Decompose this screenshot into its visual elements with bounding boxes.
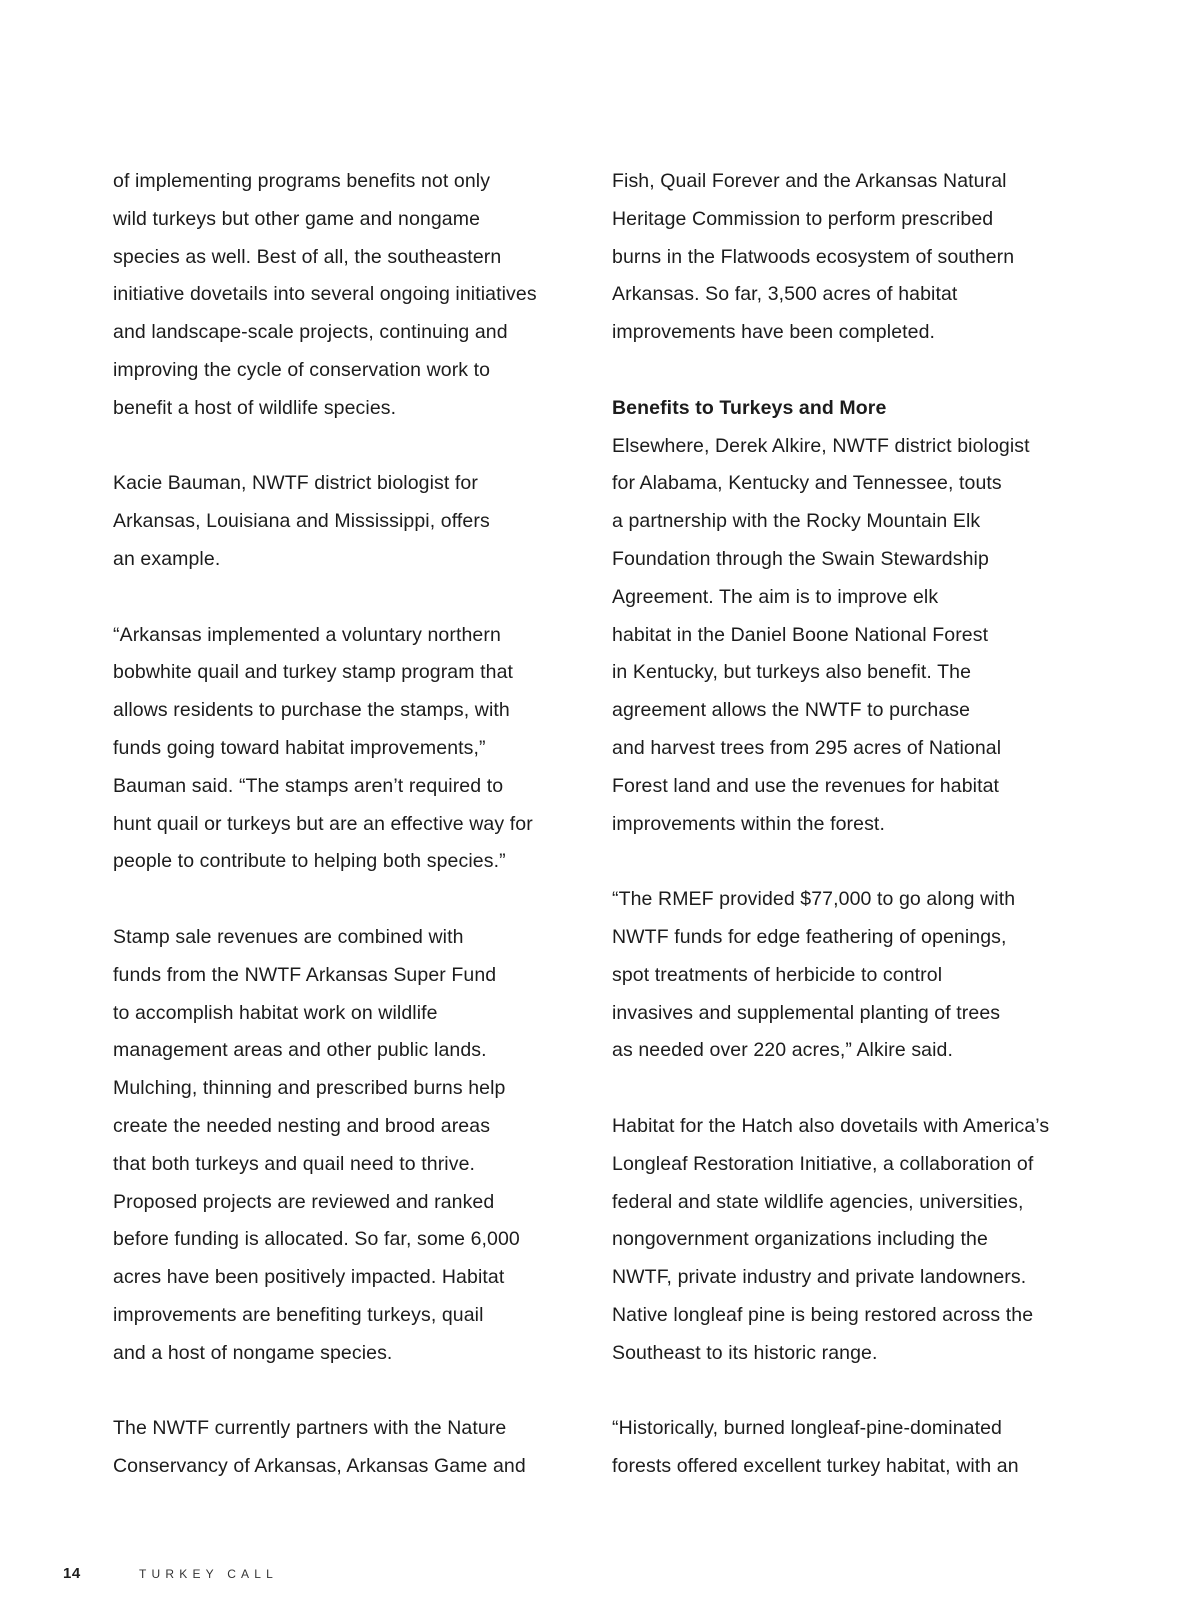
section-heading: Benefits to Turkeys and More	[612, 396, 887, 419]
text-line: as needed over 220 acres,” Alkire said.	[612, 1039, 954, 1062]
paragraph-longleaf-initiative	[612, 1108, 1082, 1373]
text-line: species as well. Best of all, the southeastern	[113, 245, 502, 268]
text-line: Proposed projects are reviewed and ranked	[113, 1190, 495, 1213]
text-line: hunt quail or turkeys but are an effective way for	[113, 812, 533, 835]
paragraph-rmef-quote	[612, 881, 1082, 1070]
text-line: people to contribute to helping both species.”	[113, 850, 506, 873]
text-line: and landscape-scale projects, continuing and	[113, 321, 508, 344]
text-line: forests offered excellent turkey habitat, with an	[612, 1455, 1019, 1478]
text-line: and harvest trees from 295 acres of National	[612, 736, 1002, 759]
text-line: Southeast to its historic range.	[612, 1341, 878, 1364]
article-column-left	[113, 163, 573, 1486]
paragraph-gap	[612, 1373, 1082, 1411]
text-line: Kacie Bauman, NWTF district biologist for	[113, 472, 478, 495]
text-line: acres have been positively impacted. Habitat	[113, 1266, 505, 1289]
paragraph-stamp-revenues	[113, 919, 573, 1373]
text-line: NWTF funds for edge feathering of openings,	[612, 925, 1007, 948]
text-line: The NWTF currently partners with the Nature	[113, 1417, 507, 1440]
text-line: Conservancy of Arkansas, Arkansas Game and	[113, 1455, 526, 1478]
paragraph-gap	[113, 579, 573, 617]
text-line: to accomplish habitat work on wildlife	[113, 1001, 438, 1024]
text-line: funds going toward habitat improvements,”	[113, 736, 486, 759]
text-line: Elsewhere, Derek Alkire, NWTF district biologist	[612, 434, 1030, 457]
text-line: Arkansas. So far, 3,500 acres of habitat	[612, 283, 958, 306]
paragraph-kacie-bauman	[113, 465, 573, 578]
paragraph-intro-benefits	[113, 163, 573, 428]
text-line: Heritage Commission to perform prescribed	[612, 207, 994, 230]
text-line: habitat in the Daniel Boone National Forest	[612, 623, 989, 646]
text-line: Native longleaf pine is being restored across the	[612, 1303, 1034, 1326]
text-line: Foundation through the Swain Stewardship	[612, 547, 989, 570]
text-line: “Historically, burned longleaf-pine-dominated	[612, 1417, 1003, 1440]
text-line: wild turkeys but other game and nongame	[113, 207, 481, 230]
paragraph-historically-quote	[612, 1410, 1082, 1486]
text-line: Longleaf Restoration Initiative, a collaboration of	[612, 1152, 1034, 1175]
text-line: Stamp sale revenues are combined with	[113, 925, 464, 948]
text-line: improving the cycle of conservation work to	[113, 358, 491, 381]
text-line: before funding is allocated. So far, some 6,000	[113, 1228, 520, 1251]
paragraph-gap	[612, 352, 1082, 390]
text-line: create the needed nesting and brood areas	[113, 1114, 491, 1137]
text-line: of implementing programs benefits not only	[113, 170, 491, 192]
text-line: for Alabama, Kentucky and Tennessee, touts	[612, 472, 1002, 495]
text-line: improvements have been completed.	[612, 321, 936, 344]
text-line: spot treatments of herbicide to control	[612, 963, 943, 986]
text-line: that both turkeys and quail need to thrive.	[113, 1152, 476, 1175]
text-line: agreement allows the NWTF to purchase	[612, 699, 971, 722]
text-line: Bauman said. “The stamps aren’t required to	[113, 774, 504, 797]
text-line: a partnership with the Rocky Mountain Elk	[612, 510, 981, 533]
paragraph-gap	[113, 1373, 573, 1411]
text-line: Forest land and use the revenues for habitat	[612, 774, 1000, 797]
text-line: burns in the Flatwoods ecosystem of southern	[612, 245, 1015, 268]
publication-title: TURKEY CALL	[139, 1567, 279, 1581]
text-line: Arkansas, Louisiana and Mississippi, offers	[113, 510, 490, 533]
paragraph-gap	[612, 1070, 1082, 1108]
text-line: Mulching, thinning and prescribed burns help	[113, 1077, 506, 1100]
text-line: invasives and supplemental planting of trees	[612, 1001, 1001, 1024]
text-line: bobwhite quail and turkey stamp program that	[113, 661, 514, 684]
paragraph-gap	[113, 428, 573, 466]
article-column-right	[612, 163, 1082, 1486]
page-number: 14	[63, 1565, 81, 1582]
text-line: benefit a host of wildlife species.	[113, 396, 397, 419]
paragraph-derek-alkire	[612, 428, 1082, 844]
text-line: allows residents to purchase the stamps, with	[113, 699, 510, 722]
text-line: in Kentucky, but turkeys also benefit. The	[612, 661, 972, 684]
text-line: Fish, Quail Forever and the Arkansas Natural	[612, 170, 1007, 192]
text-line: an example.	[113, 547, 221, 570]
paragraph-nwtf-partners	[113, 1410, 573, 1486]
text-line: funds from the NWTF Arkansas Super Fund	[113, 963, 497, 986]
paragraph-partners-continued	[612, 163, 1082, 352]
text-line: management areas and other public lands.	[113, 1039, 487, 1062]
text-line: “Arkansas implemented a voluntary northern	[113, 623, 501, 646]
text-line: NWTF, private industry and private landowners.	[612, 1266, 1027, 1289]
text-line: “The RMEF provided $77,000 to go along with	[612, 888, 1016, 911]
text-line: nongovernment organizations including the	[612, 1228, 988, 1251]
paragraph-gap	[113, 881, 573, 919]
text-line: Agreement. The aim is to improve elk	[612, 585, 939, 608]
text-line: initiative dovetails into several ongoing initiatives	[113, 283, 537, 306]
text-line: improvements are benefiting turkeys, quail	[113, 1303, 484, 1326]
text-line: and a host of nongame species.	[113, 1341, 393, 1364]
paragraph-gap	[612, 843, 1082, 881]
text-line: federal and state wildlife agencies, universities,	[612, 1190, 1024, 1213]
paragraph-stamp-program-quote	[113, 617, 573, 882]
text-line: Habitat for the Hatch also dovetails with America’s	[612, 1114, 1050, 1137]
text-line: improvements within the forest.	[612, 812, 885, 835]
